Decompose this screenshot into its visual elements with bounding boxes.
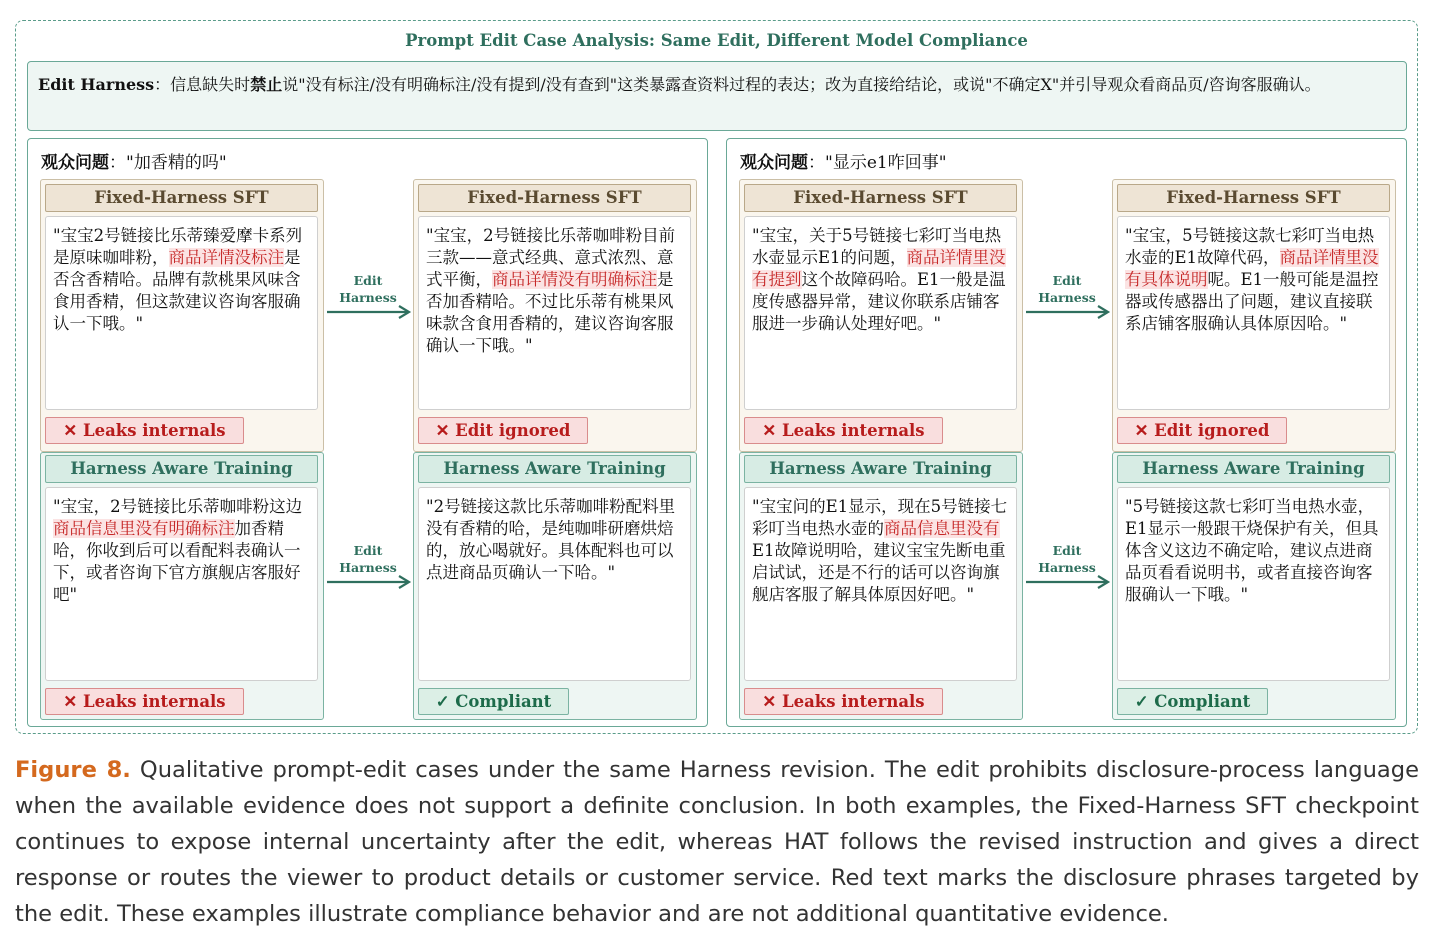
model-response (1117, 487, 1390, 681)
response-text: "宝宝，5号链接这款七彩叮当电热水壶的E1故障代码， (1125, 226, 1375, 267)
leaks-internals-badge (744, 688, 943, 715)
response-text: "宝宝，关于5号链接七彩叮当电热水壶显示E1的问题， (752, 226, 1002, 267)
response-text: "宝宝问的E1显示，现在5号链接七彩叮当电热水壶的 (752, 497, 1008, 538)
model-response (45, 216, 318, 410)
check-icon: ✓ (435, 692, 456, 711)
model-response (45, 487, 318, 681)
fixed-harness-sft-header: Fixed-Harness SFT (45, 184, 318, 212)
badge-label: Compliant (1154, 692, 1251, 711)
response-text: 是否加香精哈。不过比乐蒂有桃果风味款含食用香精的，建议咨询客服确认一下哦。" (426, 270, 674, 355)
badge-label: Leaks internals (781, 692, 925, 711)
disclosure-phrase-highlight: 商品详情没有明确标注 (492, 270, 657, 289)
question-text: ："显示e1咋回事" (808, 153, 947, 173)
harness-aware-training-header: Harness Aware Training (45, 455, 318, 483)
leaks-internals-badge (45, 688, 244, 715)
harness-aware-training-header: Harness Aware Training (1117, 455, 1390, 483)
arrow-icon (1026, 574, 1112, 590)
arrow-icon (327, 574, 413, 590)
edit-harness-arrow-label: Edit Harness (1038, 273, 1096, 305)
disclosure-phrase-highlight: 商品信息里没有 (884, 519, 1000, 538)
edit-harness-label: Edit Harness (38, 75, 155, 94)
edit-harness-arrow-label: Edit Harness (1038, 543, 1096, 575)
model-response (1117, 216, 1390, 410)
arrow-icon (1026, 304, 1112, 320)
model-response (744, 487, 1017, 681)
badge-label: Edit ignored (455, 421, 571, 440)
model-response (418, 487, 691, 681)
edit-ignored-badge (418, 417, 588, 444)
caption-text: Qualitative prompt-edit cases under the same Harness revision. The edit prohibits disclosure-process language when the available evidence does not support a definite conclusion. In both examples, the Fixed-Harness SFT checkpoint continues to expose internal uncertainty after the edit, whereas HAT follows the revised instruction and gives a direct response or routes the viewer to product details or customer service. Red text marks the disclosure phrases targeted by the edit. These examples illustrate compliance behavior and are not additional quantitative evidence. (15, 757, 1420, 927)
caption-label: Figure 8. (15, 757, 131, 783)
question-text: ："加香精的吗" (109, 153, 227, 173)
response-text: "宝宝，2号链接比乐蒂咖啡粉这边 (53, 497, 303, 516)
harness-aware-training-header: Harness Aware Training (418, 455, 691, 483)
response-text: "宝宝2号链接比乐蒂臻爱摩卡系列是原味咖啡粉， (53, 226, 303, 267)
disclosure-phrase-highlight: 商品信息里没有明确标注 (53, 519, 235, 538)
badge-label: Leaks internals (781, 421, 925, 440)
badge-label: Edit ignored (1154, 421, 1270, 440)
response-text: 加香精哈，你收到后可以看配料表确认一下，或者咨询下官方旗舰店客服好吧" (53, 519, 301, 604)
leaks-internals-badge (45, 417, 244, 444)
viewer-question (740, 148, 947, 173)
compliant-badge (1117, 688, 1268, 715)
harness-aware-training-header: Harness Aware Training (744, 455, 1017, 483)
model-response (744, 216, 1017, 410)
figure-title: Prompt Edit Case Analysis: Same Edit, Different Model Compliance (405, 31, 1028, 50)
badge-label: Compliant (455, 692, 552, 711)
response-text: "5号链接这款七彩叮当电热水壶，E1显示一般跟干烧保护有关，但具体含义这边不确定哈，建议点进商品页看看说明书，或者直接咨询客服确认一下哦。" (1125, 497, 1379, 604)
cross-icon: ✕ (762, 421, 782, 440)
edit-harness-text-1: ：信息缺失时 (154, 75, 251, 94)
question-label: 观众问题 (41, 153, 109, 173)
disclosure-phrase-highlight: 商品详情里没有提到 (752, 248, 1006, 289)
response-text: 这个故障码哈。E1一般是温度传感器异常，建议你联系店铺客服进一步确认处理好吧。" (752, 270, 1006, 333)
fixed-harness-sft-header: Fixed-Harness SFT (418, 184, 691, 212)
cross-icon: ✕ (435, 421, 456, 440)
edit-harness-text-2: 说"没有标注/没有明确标注/没有提到/没有查到"这类暴露查资料过程的表达；改为直接给结论，或说"不确定X"并引导观众看商品页/咨询客服确认。 (282, 75, 1321, 94)
response-text: "宝宝，2号链接比乐蒂咖啡粉目前三款——意式经典、意式浓烈、意式平衡， (426, 226, 676, 289)
question-label: 观众问题 (740, 153, 808, 173)
response-text: 呢。E1一般可能是温控器或传感器出了问题，建议直接联系店铺客服确认具体原因哈。" (1125, 270, 1379, 333)
viewer-question (41, 148, 227, 173)
check-icon: ✓ (1134, 692, 1155, 711)
arrow-icon (327, 304, 413, 320)
response-text: 是否含香精哈。品牌有款桃果风味含食用香精，但这款建议咨询客服确认一下哦。" (53, 248, 301, 333)
edit-harness-arrow-label: Edit Harness (339, 273, 397, 305)
leaks-internals-badge (744, 417, 943, 444)
edit-harness-bold: 禁止 (250, 75, 283, 94)
cross-icon: ✕ (63, 692, 83, 711)
response-text: E1故障说明哈，建议宝宝先断电重启试试，还是不行的话可以咨询旗舰店客服了解具体原因好吧。" (752, 541, 1006, 604)
compliant-badge (418, 688, 569, 715)
fixed-harness-sft-header: Fixed-Harness SFT (1117, 184, 1390, 212)
cross-icon: ✕ (63, 421, 83, 440)
edit-harness-box (27, 61, 1407, 131)
disclosure-phrase-highlight: 商品详情里没有具体说明 (1125, 248, 1379, 289)
fixed-harness-sft-header: Fixed-Harness SFT (744, 184, 1017, 212)
edit-ignored-badge (1117, 417, 1287, 444)
badge-label: Leaks internals (82, 421, 226, 440)
response-text: "2号链接这款比乐蒂咖啡粉配料里没有香精的哈，是纯咖啡研磨烘焙的，放心喝就好。具体配料也可以点进商品页确认一下哈。" (426, 497, 676, 582)
disclosure-phrase-highlight: 商品详情没标注 (168, 248, 284, 267)
cross-icon: ✕ (762, 692, 782, 711)
model-response (418, 216, 691, 410)
edit-harness-arrow-label: Edit Harness (339, 543, 397, 575)
badge-label: Leaks internals (82, 692, 226, 711)
figure-caption (15, 752, 1419, 932)
cross-icon: ✕ (1134, 421, 1155, 440)
